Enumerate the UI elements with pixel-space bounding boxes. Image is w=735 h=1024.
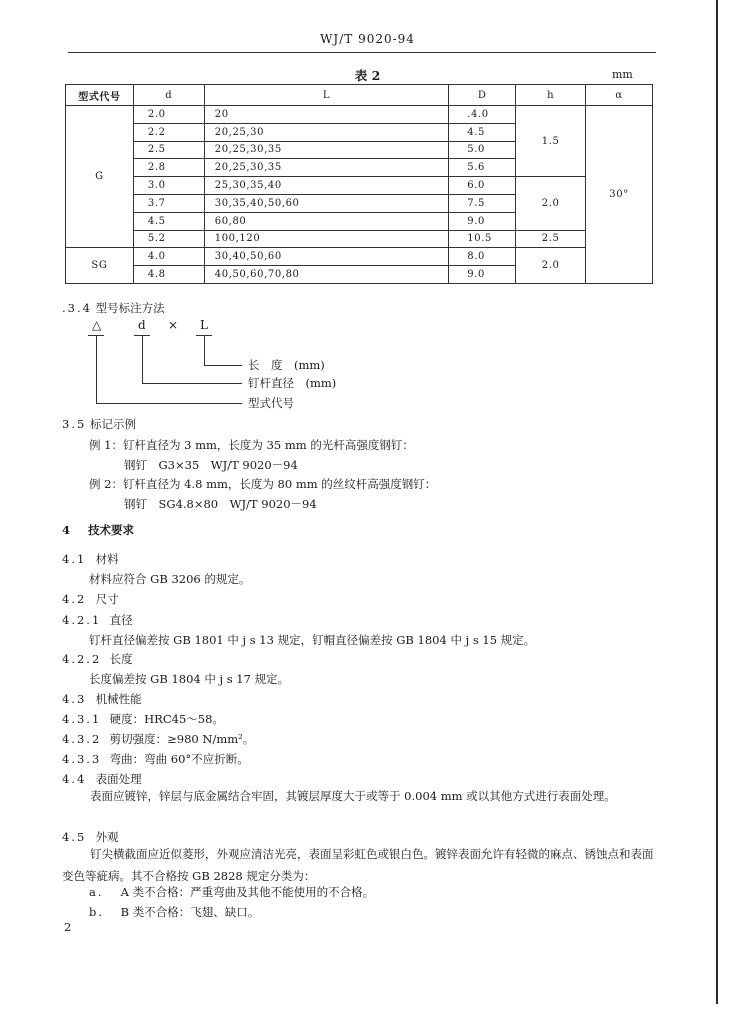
cell-D: 9.0 — [449, 266, 516, 284]
table-row — [66, 248, 653, 266]
section-4-2-1-text: 钉杆直径偏差按 GB 1801 中 j s 13 规定，钉帽直径偏差按 GB 1804 中 j s 15 规定。 — [89, 633, 536, 647]
table-header-row — [66, 85, 653, 106]
cell-h: 2.0 — [516, 177, 586, 230]
section-title: 外观 — [95, 830, 119, 844]
section-4-3-2 — [62, 731, 254, 747]
type-leader-horizontal — [96, 403, 242, 404]
cell-L: 40,50,60,70,80 — [204, 266, 449, 284]
cell-L: 30,40,50,60 — [204, 248, 449, 266]
cell-D: 10.5 — [449, 230, 516, 248]
section-4-1-heading — [62, 551, 119, 567]
l-leader-vertical — [204, 335, 205, 365]
list-marker: b. — [89, 905, 105, 919]
type-cell-g: G — [66, 106, 134, 248]
section-3-4-heading — [62, 300, 165, 316]
section-text: 剪切强度：≥980 N/mm²。 — [109, 732, 255, 746]
section-title: 机械性能 — [95, 692, 142, 706]
cell-D: 4.5 — [449, 123, 516, 141]
cell-D: 8.0 — [449, 248, 516, 266]
section-title: 材料 — [95, 552, 119, 566]
section-4-5-text: 钉尖横截面应近似菱形，外观应清洁光亮，表面呈彩虹色或银白色。镀锌表面允许有轻微的麻点、锈蚀点和表面变色等疵病。其不合格按 GB 2828 规定分类为： — [62, 847, 654, 883]
type-code-label: 型式代号 — [248, 396, 294, 410]
section-number: 4.2.2 — [62, 652, 102, 666]
cell-L: 100,120 — [204, 230, 449, 248]
section-number: 4.3.3 — [62, 752, 102, 766]
section-4-1-text: 材料应符合 GB 3206 的规定。 — [89, 572, 251, 586]
table-row — [66, 177, 653, 195]
section-number: 4.2 — [62, 592, 87, 606]
designation-diagram — [88, 318, 388, 412]
section-number: .3.4 — [62, 301, 92, 315]
section-title: 直径 — [109, 613, 133, 627]
section-3-5-heading — [62, 416, 136, 432]
cell-d: 2.0 — [133, 106, 204, 124]
section-4-3-1 — [62, 711, 224, 727]
example-2-text: 例 2：钉杆直径为 4.8 mm，长度为 80 mm 的丝纹杆高强度钢钉： — [89, 477, 437, 491]
cell-d: 5.2 — [133, 230, 204, 248]
cell-L: 20 — [204, 106, 449, 124]
section-number: 4.3.1 — [62, 712, 102, 726]
list-marker: a. — [89, 885, 104, 899]
page-edge-border — [716, 0, 718, 1004]
cell-d: 4.0 — [133, 248, 204, 266]
section-number: 4.4 — [62, 772, 87, 786]
table-row — [66, 106, 653, 124]
section-title: 技术要求 — [88, 523, 135, 537]
section-number: 4.1 — [62, 552, 87, 566]
cell-D: 7.5 — [449, 194, 516, 212]
page-number: 2 — [64, 920, 72, 934]
section-4-3-3 — [62, 751, 249, 767]
triangle-symbol: △ — [92, 318, 102, 332]
cell-h: 2.0 — [516, 248, 586, 284]
cell-d: 3.0 — [133, 177, 204, 195]
cell-d: 2.5 — [133, 141, 204, 159]
section-4-2-heading — [62, 591, 119, 607]
section-4-heading — [62, 522, 134, 538]
section-number: 3.5 — [62, 417, 87, 431]
section-title: 标记示例 — [89, 417, 136, 431]
section-number: 4 — [62, 523, 73, 537]
type-cell-sg: SG — [66, 248, 134, 284]
cell-D: 9.0 — [449, 212, 516, 230]
spec-table — [65, 84, 653, 284]
list-item-b — [89, 904, 259, 920]
cell-d: 2.2 — [133, 123, 204, 141]
example-1-mark: 钢钉 G3×35 WJ/T 9020－94 — [124, 458, 298, 472]
header-d: d — [133, 85, 204, 106]
d-leader-vertical — [142, 335, 143, 383]
header-D: D — [449, 85, 516, 106]
header-L: L — [204, 85, 449, 106]
section-4-2-2-heading — [62, 651, 133, 667]
list-item-a — [89, 884, 374, 900]
cell-h: 1.5 — [516, 106, 586, 177]
cell-D: 6.0 — [449, 177, 516, 195]
section-text: 硬度：HRC45～58。 — [109, 712, 224, 726]
cell-d: 4.5 — [133, 212, 204, 230]
table-title: 表 2 — [354, 68, 381, 83]
type-leader-vertical — [96, 335, 97, 403]
section-4-3-heading — [62, 691, 142, 707]
header-type: 型式代号 — [66, 85, 134, 106]
header-h: h — [516, 85, 586, 106]
section-4-2-1-heading — [62, 612, 133, 628]
diameter-label: 钉杆直径 (mm) — [248, 376, 337, 390]
section-text: 弯曲：弯曲 60°不应折断。 — [109, 752, 249, 766]
d-symbol: d — [138, 318, 146, 332]
header-alpha: α — [586, 85, 653, 106]
list-text: A 类不合格：严重弯曲及其他不能使用的不合格。 — [120, 885, 375, 899]
cell-L: 20,25,30 — [204, 123, 449, 141]
section-4-4-text: 表面应镀锌，锌层与底金属结合牢固，其镀层厚度大于或等于 0.004 mm 或以其他方式进行表面处理。 — [90, 789, 616, 803]
cell-D: 5.0 — [449, 141, 516, 159]
section-4-2-2-text: 长度偏差按 GB 1804 中 j s 17 规定。 — [89, 672, 290, 686]
times-symbol: × — [168, 318, 179, 332]
section-title: 型号标注方法 — [95, 301, 165, 315]
table-row — [66, 230, 653, 248]
document-header-code: WJ/T 9020-94 — [320, 32, 415, 46]
section-number: 4.3 — [62, 692, 87, 706]
cell-D: .4.0 — [449, 106, 516, 124]
cell-d: 4.8 — [133, 266, 204, 284]
l-leader-horizontal — [204, 365, 242, 366]
section-title: 表面处理 — [95, 772, 142, 786]
example-2-mark: 钢钉 SG4.8×80 WJ/T 9020－94 — [124, 497, 317, 511]
table-unit: mm — [612, 68, 633, 81]
cell-L: 20,25,30,35 — [204, 159, 449, 177]
length-label: 长 度 (mm) — [248, 358, 325, 372]
cell-L: 30,35,40,50,60 — [204, 194, 449, 212]
section-title: 长度 — [109, 652, 133, 666]
section-number: 4.2.1 — [62, 613, 102, 627]
header-rule — [68, 52, 656, 53]
l-symbol: L — [200, 318, 208, 332]
d-leader-horizontal — [142, 383, 242, 384]
cell-L: 60,80 — [204, 212, 449, 230]
cell-d: 3.7 — [133, 194, 204, 212]
cell-L: 20,25,30,35 — [204, 141, 449, 159]
section-number: 4.5 — [62, 830, 87, 844]
section-title: 尺寸 — [95, 592, 119, 606]
cell-alpha: 30° — [586, 106, 653, 284]
example-1-text: 例 1：钉杆直径为 3 mm，长度为 35 mm 的光杆高强度钢钉： — [89, 438, 414, 452]
cell-L: 25,30,35,40 — [204, 177, 449, 195]
list-text: B 类不合格：飞翅、缺口。 — [120, 905, 260, 919]
cell-h: 2.5 — [516, 230, 586, 248]
cell-D: 5.6 — [449, 159, 516, 177]
section-number: 4.3.2 — [62, 732, 102, 746]
cell-d: 2.8 — [133, 159, 204, 177]
